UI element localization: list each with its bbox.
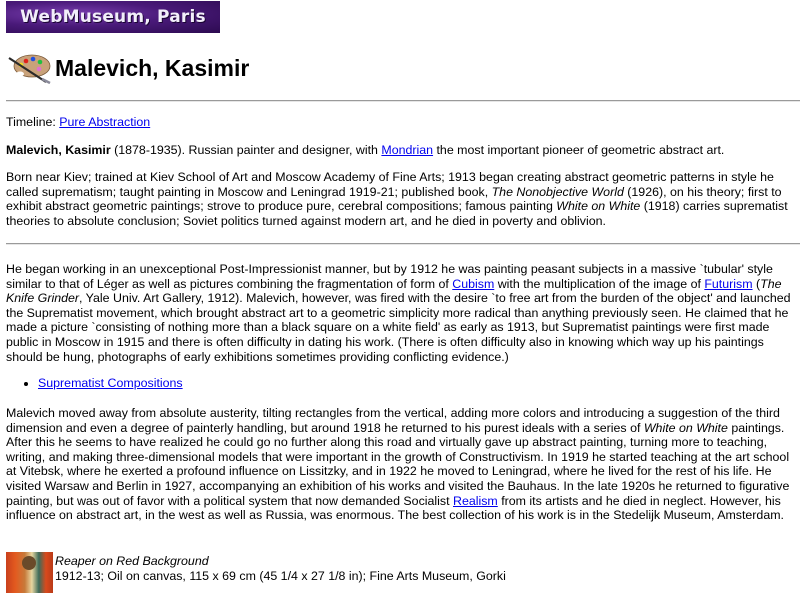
link-realism[interactable]: Realism [453, 493, 498, 508]
related-links [6, 376, 183, 391]
essay-text: with the multiplication of the image of [494, 276, 705, 291]
essay-paragraph-2 [6, 406, 796, 523]
bio-text: (1926), on his theory; first to exhibit abstract geometric paintings; strove to produce pure, cerebral compositions; famous painting [6, 184, 782, 214]
page-title: Malevich, Kasimir [55, 55, 250, 81]
palette-icon [6, 52, 52, 84]
link-suprematist-compositions[interactable]: Suprematist Compositions [38, 376, 183, 390]
intro-text-end: the most important pioneer of geometric abstract art. [433, 143, 725, 157]
essay-paragraph-1 [6, 262, 796, 364]
bio-text: (1918) carries suprematist theories to absolute conclusion; Soviet politics turned against modern art, and he died in poverty and oblivion. [6, 199, 788, 228]
divider [6, 100, 800, 102]
bio-text: Born near Kiev; trained at Kiev School of Art and Moscow Academy of Fine Arts; 1913 began creating abstract geometric patterns in style he called suprematism; taught painting in Moscow and Leningrad 1919-21; published book, [6, 170, 774, 199]
link-mondrian[interactable]: Mondrian [381, 143, 434, 157]
divider [6, 243, 800, 245]
artwork-title: Reaper on Red Background [55, 554, 209, 568]
essay-text: from its artists and he died in neglect. However, his influence on abstract art, in the west as well as Russia, was enormous. The best collection of his work is in the Stedelijk Museum, Amsterdam. [6, 493, 784, 523]
essay-text: ( [752, 276, 761, 291]
artwork-thumbnail[interactable] [6, 552, 53, 593]
intro-text: (1878-1935). Russian painter and designer, with [110, 143, 382, 157]
intro-paragraph [6, 143, 796, 158]
book-title: The Nonobjective World [491, 184, 624, 199]
essay-text: , Yale Univ. Art Gallery, 1912). Malevich, however, was fired with the desire `to free art from the burden of the object' and launched the Suprematist movement, which brought abstract art to a geometric simplicity more radical than anything previously seen. He claimed that he made a picture `consisting of nothing more than a black square on a white field' as early as 1913, but Suprematist paintings were first made public in Moscow in 1915 and there is often difficulty in dating his work. (There is often difficulty also in knowing which way up his paintings should be hung, photographs of early exhibitions sometimes providing conflicting evidence.) [6, 291, 791, 364]
link-cubism[interactable]: Cubism [452, 276, 495, 291]
work-title: The Knife Grinder [6, 276, 782, 306]
artwork-details: 1912-13; Oil on canvas, 115 x 69 cm (45 1/4 x 27 1/8 in); Fine Arts Museum, Gorki [55, 568, 506, 583]
bio-paragraph [6, 170, 796, 228]
list-item [38, 376, 183, 391]
banner-label: WebMuseum, Paris [20, 6, 206, 27]
essay-text: paintings. After this he seems to have realized he could go no further along this road and virtually gave up abstract painting, turning more to teaching, writing, and making three-dimensional models that were important in the growth of Constructivism. In 1919 he started teaching at the art school at Vitebsk, where he exerted a profound influence on Lissitzky, and in 1922 he moved to Leningrad, where he lived for the rest of his life. He visited Warsaw and Berlin in 1927, accompanying an exhibition of his works and visited the Bauhaus. In the late 1920s he returned to figurative painting, but was out of favor with a political system that now demanded Socialist [6, 420, 790, 508]
essay-text: He began working in an unexceptional Post-Impressionist manner, but by 1912 he was painting peasant subjects in a massive `tubular' style similar to that of Léger as well as pictures combining the fragmentation of form of [6, 262, 773, 291]
link-futurism[interactable]: Futurism [704, 276, 753, 291]
timeline-link-pure-abstraction[interactable]: Pure Abstraction [59, 115, 151, 129]
artist-name: Malevich, Kasimir [6, 143, 111, 157]
timeline [6, 115, 796, 130]
webmuseum-banner[interactable] [6, 1, 220, 33]
artwork-entry [6, 552, 506, 593]
timeline-label: Timeline: [6, 115, 56, 129]
painting-title: White on White [556, 199, 641, 214]
essay-text: Malevich moved away from absolute austerity, tilting rectangles from the vertical, adding more colors and introducing a suggestion of the third dimension and even a degree of painterly handling, but around 1918 he returned to his purest ideals with a series of [6, 406, 780, 435]
work-title: White on White [643, 420, 728, 435]
page-header [6, 50, 249, 86]
